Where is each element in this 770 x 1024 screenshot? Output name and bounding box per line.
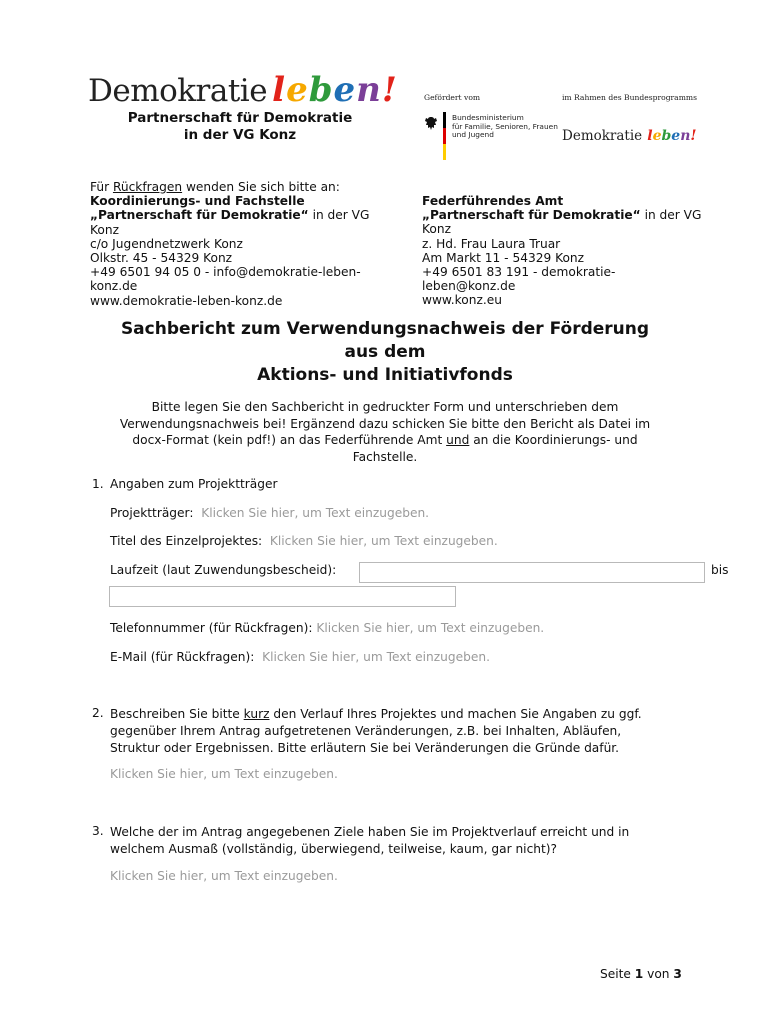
small-demokratie-leben-logo: Demokratie leben! [562, 128, 697, 144]
address-right: Am Markt 11 - 54329 Konz [422, 250, 585, 265]
funded-by-label: Gefördert vom [424, 93, 481, 102]
section3-question: Welche der im Antrag angegebenen Ziele haben Sie im Projektverlauf erreicht und in welchem Ausmaß (vollständig, überwiegend, teilweise, kaum, gar nicht)? [110, 825, 630, 856]
projekttitel-row [110, 534, 498, 548]
german-flag-bar [443, 112, 446, 160]
contact-left: Für Rückfragen wenden Sie sich bitte an: Koordinierungs- und Fachstelle „Partnerschaft für Demokratie“ in der VG Konz c/o Jugendnetzwerk Konz Olkstr. 45 - 54329 Konz +49 6501 94 05 0 - info@demokratie-leben- konz.de www.demokratie-leben-konz.de [90, 180, 370, 308]
laufzeit-label: Laufzeit (laut Zuwendungsbescheid): [110, 563, 337, 577]
document-title: Sachbericht zum Verwendungsnachweis der Förderung aus dem Aktions- und Initiativfonds [120, 319, 650, 385]
section2-question: Beschreiben Sie bitte kurz den Verlauf Ihres Projektes und machen Sie Angaben zu ggf. gegenüber Ihrem Antrag aufgetretenen Veränderungen, z.B. bei Inhalten, Abläufen, Struktur oder Ergebnissen. Bitte erläutern Sie bei Veränderungen die Gründe dafür. [110, 707, 642, 755]
projekttraeger-row [110, 506, 429, 520]
section3-number: 3. [92, 824, 104, 838]
logo-word-demokratie: Demokratie [88, 73, 268, 109]
website-right: www.konz.eu [422, 293, 502, 308]
bis-label: bis [711, 563, 729, 577]
address-left: Olkstr. 45 - 54329 Konz [90, 251, 233, 266]
rueckfragen-link: Rückfragen [112, 180, 183, 194]
section2-number: 2. [92, 706, 104, 720]
email-row [110, 650, 490, 664]
contact-intro: Für Rückfragen wenden Sie sich bitte an: [90, 180, 340, 194]
section3-answer-field[interactable]: Klicken Sie hier, um Text einzugeben. [110, 869, 338, 883]
telefon-field[interactable]: Klicken Sie hier, um Text einzugeben. [316, 621, 545, 635]
intro-text: Bitte legen Sie den Sachbericht in gedruckter Form und unterschrieben dem Verwendungsnachweis bei! Ergänzend dazu schicken Sie bitte den Bericht als Datei im docx-Format (kein pdf!) an das Federführende Amt und an die Koordinierungs- und Fachstelle. [119, 400, 651, 464]
projekttraeger-label: Projektträger: [110, 506, 194, 520]
demokratie-leben-logo [88, 70, 398, 110]
projekttraeger-field[interactable]: Klicken Sie hier, um Text einzugeben. [201, 506, 430, 520]
projekttitel-field[interactable]: Klicken Sie hier, um Text einzugeben. [269, 534, 498, 548]
section1-heading: Angaben zum Projektträger [110, 477, 278, 491]
phone-email-left: +49 6501 94 05 0 - info@demokratie-leben- [90, 265, 361, 280]
lead-office: Federführendes Amt [422, 194, 564, 208]
partnership-name-left: „Partnerschaft für Demokratie“ in der VG [90, 208, 370, 223]
telefon-label: Telefonnummer (für Rückfragen): [110, 621, 313, 635]
email-field[interactable]: Klicken Sie hier, um Text einzugeben. [262, 650, 490, 664]
laufzeit-end-field[interactable] [109, 586, 456, 607]
website-left: www.demokratie-leben-konz.de [90, 293, 283, 308]
section2-answer-field[interactable]: Klicken Sie hier, um Text einzugeben. [110, 767, 338, 781]
federal-eagle-icon [424, 116, 438, 136]
email-label: E-Mail (für Rückfragen): [110, 650, 255, 664]
laufzeit-start-field[interactable] [359, 562, 705, 583]
attention-of: z. Hd. Frau Laura Truar [422, 236, 561, 251]
partnership-name-right: „Partnerschaft für Demokratie“ in der VG [422, 208, 702, 223]
care-of: c/o Jugendnetzwerk Konz [90, 236, 243, 251]
projekttitel-label: Titel des Einzelprojektes: [110, 534, 263, 548]
section1-number: 1. [92, 477, 104, 491]
telefon-row [110, 621, 544, 635]
partnership-line2: in der VG Konz [183, 127, 297, 143]
phone-email-right: +49 6501 83 191 - demokratie- [422, 265, 616, 280]
partnership-title [100, 110, 380, 144]
program-frame-label: im Rahmen des Bundesprogramms [562, 93, 698, 102]
ministry-name: Bundesministerium für Familie, Senioren, Frauen und Jugend [452, 113, 558, 140]
logo-word-leben: leben! [272, 70, 398, 110]
coordination-office: Koordinierungs- und Fachstelle [90, 194, 305, 209]
page-number: Seite 1 von 3 [600, 967, 682, 981]
contact-right: Federführendes Amt „Partnerschaft für Demokratie“ in der VG Konz z. Hd. Frau Laura Truar Am Markt 11 - 54329 Konz +49 6501 83 191 - demokratie- leben@konz.de www.konz.eu [422, 194, 702, 308]
partnership-line1: Partnerschaft für Demokratie [127, 110, 353, 126]
